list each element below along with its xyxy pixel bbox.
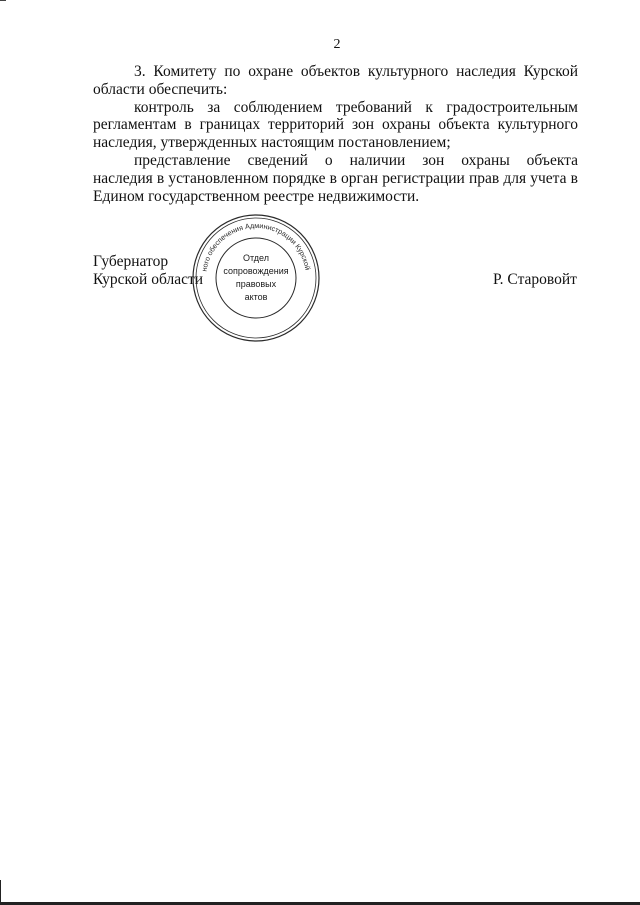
text-line: контроль за соблюдением требований к градостроительным [134,98,578,116]
stamp-center-line: Отдел [242,253,270,263]
signature-title-line: Губернатор [93,253,169,270]
text-line: Едином государственном реестре недвижимости. [93,187,420,205]
text-line: наследия в установленном порядке в орган регистрации прав для учета в [93,169,578,187]
stamp-ring-text: ного обеспечения Администрации Курской [199,220,313,273]
stamp-center-line: правовых [235,279,277,289]
paragraph-2 [93,99,578,152]
signature-title-line: Курской области [93,271,204,288]
stamp-outer-ring [193,215,319,341]
paragraph-1 [93,63,578,99]
stamp-center-line: актов [244,292,268,302]
paragraph-3 [93,152,578,205]
text-line: наследия, утвержденных настоящим постановлением; [93,134,451,152]
stamp-inner-ring [216,238,296,318]
scan-corner-mark [0,0,6,5]
text-line: 3. Комитету по охране объектов культурного наследия Курской [134,63,578,80]
text-line: области обеспечить: [93,80,228,98]
stamp-outer-ring-inner [196,218,316,338]
official-stamp [190,212,322,344]
stamp-center-line: сопровождения [223,266,289,276]
document-body [93,63,578,205]
page-number: 2 [333,37,341,52]
signature-title [93,253,203,289]
stamp-center-text [223,253,288,302]
text-line: представление сведений о наличии зон охраны объекта [134,151,578,169]
signature-name: Р. Старовойт [493,271,577,288]
text-line: регламентам в границах территорий зон охраны объекта культурного [93,116,578,134]
